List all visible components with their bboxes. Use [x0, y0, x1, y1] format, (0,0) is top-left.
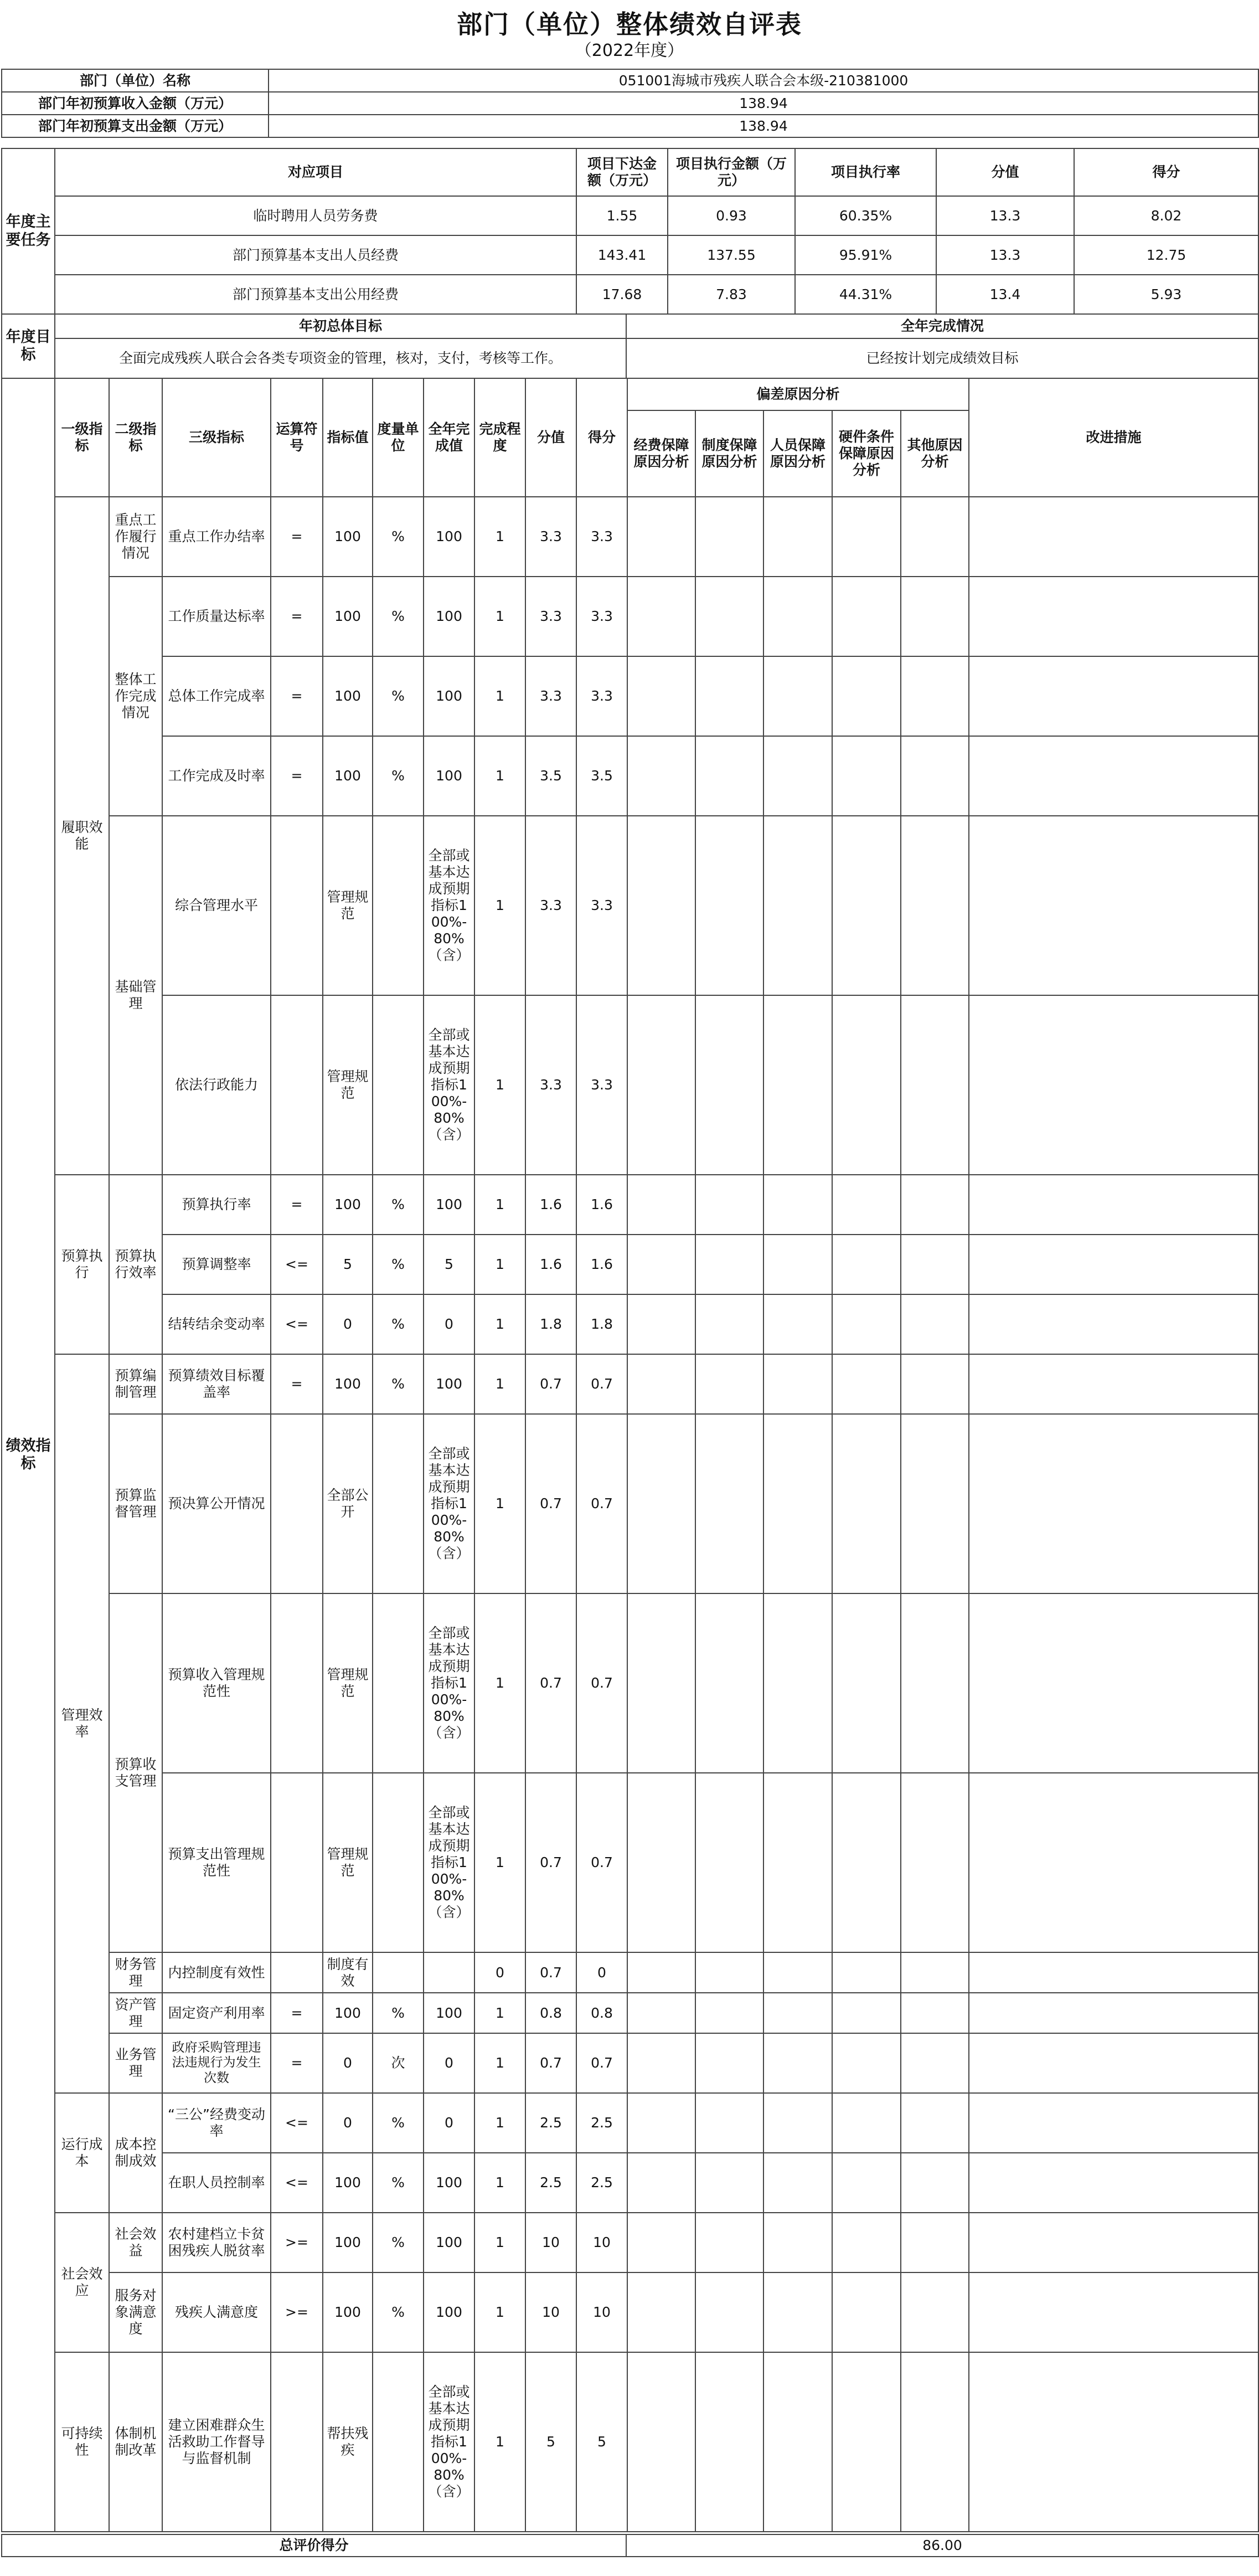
indicator-target: 管理规范	[323, 1593, 373, 1773]
lvl1-mgmt: 管理效率	[55, 1354, 109, 2093]
indicator-row	[2, 1175, 1258, 1235]
indicator-score: 3.5	[525, 736, 576, 816]
indicator-score: 0.8	[525, 1993, 576, 2033]
indicator-got: 0.8	[576, 1993, 627, 2033]
indicator-unit: %	[373, 2272, 424, 2352]
hdr-dev-other: 其他原因分析	[901, 410, 969, 497]
indicator-score: 0.7	[525, 1952, 576, 1993]
indicator-target: 100	[323, 1354, 373, 1414]
indicator-degree: 1	[474, 1294, 525, 1354]
indicator-unit	[373, 1952, 424, 1993]
hdr-actual: 全年完成值	[424, 378, 474, 497]
indicator-unit: %	[373, 497, 424, 577]
indicator-op: <=	[271, 2093, 323, 2153]
indicator-name: 总体工作完成率	[162, 656, 271, 736]
indicator-name: 工作完成及时率	[162, 736, 271, 816]
indicator-degree: 1	[474, 1354, 525, 1414]
indicator-actual: 100	[424, 577, 474, 656]
indicator-target: 100	[323, 2272, 373, 2352]
indicator-row	[2, 816, 1258, 995]
indicator-target: 100	[323, 1993, 373, 2033]
indicator-got: 3.3	[576, 995, 627, 1175]
indicator-row	[2, 1294, 1258, 1354]
indicator-score: 10	[525, 2213, 576, 2272]
task-score: 13.4	[936, 275, 1074, 314]
lvl1-perf: 履职效能	[55, 497, 109, 1175]
lvl2-fin-mgmt: 财务管理	[109, 1952, 162, 1993]
hdr-dev-hardware: 硬件条件保障原因分析	[832, 410, 901, 497]
indicator-target: 100	[323, 1175, 373, 1235]
indicators-side-label: 绩效指标	[2, 378, 55, 2532]
hdr-dev-staff: 人员保障原因分析	[763, 410, 832, 497]
indicator-name: 预算绩效目标覆盖率	[162, 1354, 271, 1414]
indicator-got: 0	[576, 1952, 627, 1993]
indicator-name: 预算收入管理规范性	[162, 1593, 271, 1773]
hdr-lvl2: 二级指标	[109, 378, 162, 497]
indicator-target: 100	[323, 497, 373, 577]
indicator-target: 100	[323, 2213, 373, 2272]
indicator-row	[2, 497, 1258, 577]
indicator-unit: %	[373, 2213, 424, 2272]
indicator-name: 预决算公开情况	[162, 1414, 271, 1593]
indicator-row	[2, 1354, 1258, 1414]
indicator-target: 管理规范	[323, 995, 373, 1175]
indicator-actual: 0	[424, 2093, 474, 2153]
lvl2-asset-mgmt: 资产管理	[109, 1993, 162, 2033]
task-got: 5.93	[1074, 275, 1258, 314]
task-rate: 95.91%	[795, 235, 936, 275]
indicator-degree: 1	[474, 2272, 525, 2352]
indicator-unit: %	[373, 2093, 424, 2153]
task-executed: 0.93	[668, 196, 795, 235]
indicator-score: 1.6	[525, 1235, 576, 1294]
indicator-degree: 1	[474, 2033, 525, 2093]
indicator-target: 100	[323, 656, 373, 736]
indicator-got: 0.7	[576, 2033, 627, 2093]
actual-goal-text: 已经按计划完成绩效目标	[626, 338, 1258, 378]
tasks-col-got: 得分	[1074, 148, 1258, 196]
indicator-degree: 1	[474, 736, 525, 816]
indicator-row	[2, 2213, 1258, 2272]
indicator-got: 0.7	[576, 1593, 627, 1773]
indicator-got: 3.3	[576, 497, 627, 577]
indicator-name: 依法行政能力	[162, 995, 271, 1175]
indicator-got: 10	[576, 2213, 627, 2272]
indicator-degree: 1	[474, 2213, 525, 2272]
lvl2-mechanism: 体制机制改革	[109, 2352, 162, 2532]
indicator-unit	[373, 816, 424, 995]
indicator-name: 工作质量达标率	[162, 577, 271, 656]
indicator-got: 3.3	[576, 656, 627, 736]
indicator-unit: %	[373, 1235, 424, 1294]
indicators-table	[1, 378, 1259, 2532]
task-executed: 137.55	[668, 235, 795, 275]
task-got: 8.02	[1074, 196, 1258, 235]
indicator-unit: %	[373, 1354, 424, 1414]
indicator-op: >=	[271, 2213, 323, 2272]
indicator-unit: %	[373, 736, 424, 816]
indicator-unit: 次	[373, 2033, 424, 2093]
indicator-unit	[373, 1773, 424, 1952]
indicator-score: 2.5	[525, 2093, 576, 2153]
indicator-op	[271, 1952, 323, 1993]
indicator-target: 100	[323, 2153, 373, 2213]
indicator-actual: 100	[424, 2153, 474, 2213]
indicator-op	[271, 1773, 323, 1952]
indicator-row	[2, 2093, 1258, 2153]
indicator-name: 预算支出管理规范性	[162, 1773, 271, 1952]
indicator-op: =	[271, 1993, 323, 2033]
indicator-actual: 100	[424, 2213, 474, 2272]
lvl2-basic-mgmt: 基础管理	[109, 816, 162, 1175]
indicator-name: 建立困难群众生活救助工作督导与监督机制	[162, 2352, 271, 2532]
task-row	[2, 196, 1258, 235]
task-row	[2, 275, 1258, 314]
indicator-row	[2, 1773, 1258, 1952]
tasks-col-item: 对应项目	[55, 148, 576, 196]
indicator-score: 3.3	[525, 995, 576, 1175]
lvl2-cost-ctrl: 成本控制成效	[109, 2093, 162, 2213]
indicator-name: 政府采购管理违法违规行为发生次数	[162, 2033, 271, 2093]
indicator-unit	[373, 1414, 424, 1593]
task-executed: 7.83	[668, 275, 795, 314]
indicator-unit: %	[373, 2153, 424, 2213]
task-allocated: 143.41	[576, 235, 668, 275]
indicator-got: 10	[576, 2272, 627, 2352]
dept-name-value: 051001海城市残疾人联合会本级-210381000	[269, 69, 1258, 92]
tasks-table	[1, 148, 1259, 315]
indicator-degree: 1	[474, 656, 525, 736]
indicator-score: 3.3	[525, 816, 576, 995]
indicator-target: 制度有效	[323, 1952, 373, 1993]
indicator-got: 2.5	[576, 2093, 627, 2153]
indicator-unit	[373, 1593, 424, 1773]
indicator-target: 管理规范	[323, 1773, 373, 1952]
indicator-unit: %	[373, 577, 424, 656]
hdr-dev-fund: 经费保障原因分析	[627, 410, 695, 497]
indicator-target: 0	[323, 1294, 373, 1354]
indicator-actual: 全部或基本达成预期指标100%-80%（含）	[424, 995, 474, 1175]
indicator-score: 10	[525, 2272, 576, 2352]
indicator-degree: 1	[474, 2093, 525, 2153]
task-score: 13.3	[936, 196, 1074, 235]
hdr-improve: 改进措施	[969, 378, 1258, 497]
indicator-actual: 全部或基本达成预期指标100%-80%（含）	[424, 1593, 474, 1773]
indicator-op: =	[271, 736, 323, 816]
indicator-score: 0.7	[525, 1354, 576, 1414]
indicator-unit: %	[373, 1175, 424, 1235]
indicator-got: 3.5	[576, 736, 627, 816]
indicator-row	[2, 2272, 1258, 2352]
indicator-row	[2, 2352, 1258, 2532]
indicator-op: <=	[271, 1294, 323, 1354]
indicator-degree: 1	[474, 816, 525, 995]
indicator-op: =	[271, 1354, 323, 1414]
indicator-row	[2, 1235, 1258, 1294]
lvl2-plan-mgmt: 预算编制管理	[109, 1354, 162, 1414]
indicator-got: 1.8	[576, 1294, 627, 1354]
indicator-degree: 1	[474, 2352, 525, 2532]
indicator-name: “三公”经费变动率	[162, 2093, 271, 2153]
indicator-op	[271, 2352, 323, 2532]
indicator-degree: 1	[474, 1235, 525, 1294]
indicator-name: 固定资产利用率	[162, 1993, 271, 2033]
indicator-actual: 全部或基本达成预期指标100%-80%（含）	[424, 2352, 474, 2532]
lvl1-cost: 运行成本	[55, 2093, 109, 2213]
indicator-got: 5	[576, 2352, 627, 2532]
indicator-unit	[373, 995, 424, 1175]
indicator-target: 管理规范	[323, 816, 373, 995]
indicator-actual: 5	[424, 1235, 474, 1294]
hdr-unit: 度量单位	[373, 378, 424, 497]
indicator-actual: 100	[424, 2272, 474, 2352]
indicator-score: 3.3	[525, 577, 576, 656]
indicator-op: =	[271, 497, 323, 577]
hdr-target: 指标值	[323, 378, 373, 497]
indicator-degree: 1	[474, 1175, 525, 1235]
expense-value: 138.94	[269, 115, 1258, 137]
lvl2-key-work: 重点工作履行情况	[109, 497, 162, 577]
indicator-op: =	[271, 1175, 323, 1235]
indicator-name: 预算调整率	[162, 1235, 271, 1294]
indicator-name: 重点工作办结率	[162, 497, 271, 577]
total-table	[1, 2534, 1259, 2557]
task-row	[2, 235, 1258, 275]
indicator-op	[271, 1414, 323, 1593]
indicator-name: 综合管理水平	[162, 816, 271, 995]
indicator-name: 内控制度有效性	[162, 1952, 271, 1993]
indicator-row	[2, 2033, 1258, 2093]
goals-side-label: 年度目标	[2, 314, 55, 378]
total-label: 总评价得分	[2, 2534, 626, 2557]
indicator-row	[2, 656, 1258, 736]
indicator-got: 3.3	[576, 816, 627, 995]
indicator-score: 2.5	[525, 2153, 576, 2213]
task-allocated: 17.68	[576, 275, 668, 314]
indicator-actual: 100	[424, 497, 474, 577]
indicator-op: =	[271, 577, 323, 656]
hdr-deviation: 偏差原因分析	[627, 378, 969, 410]
income-value: 138.94	[269, 92, 1258, 115]
hdr-dev-system: 制度保障原因分析	[695, 410, 763, 497]
indicator-actual: 100	[424, 1993, 474, 2033]
indicator-degree: 1	[474, 497, 525, 577]
indicator-actual	[424, 1952, 474, 1993]
indicator-actual: 100	[424, 1354, 474, 1414]
indicator-row	[2, 1993, 1258, 2033]
indicator-op	[271, 995, 323, 1175]
indicator-name: 农村建档立卡贫困残疾人脱贫率	[162, 2213, 271, 2272]
indicator-degree: 1	[474, 577, 525, 656]
indicator-target: 5	[323, 1235, 373, 1294]
indicator-op: =	[271, 2033, 323, 2093]
hdr-lvl3: 三级指标	[162, 378, 271, 497]
indicator-row	[2, 1414, 1258, 1593]
task-rate: 44.31%	[795, 275, 936, 314]
tasks-col-rate: 项目执行率	[795, 148, 936, 196]
indicator-op: >=	[271, 2272, 323, 2352]
indicator-actual: 0	[424, 1294, 474, 1354]
lvl2-social-benefit: 社会效益	[109, 2213, 162, 2272]
indicator-score: 1.6	[525, 1175, 576, 1235]
indicator-name: 预算执行率	[162, 1175, 271, 1235]
indicator-row	[2, 1952, 1258, 1993]
indicator-name: 在职人员控制率	[162, 2153, 271, 2213]
indicator-score: 0.7	[525, 1414, 576, 1593]
indicator-got: 0.7	[576, 1354, 627, 1414]
expense-label: 部门年初预算支出金额（万元）	[2, 115, 269, 137]
lvl1-sustain: 可持续性	[55, 2352, 109, 2532]
indicator-target: 0	[323, 2033, 373, 2093]
indicator-actual: 全部或基本达成预期指标100%-80%（含）	[424, 816, 474, 995]
page-title: 部门（单位）整体绩效自评表	[457, 9, 802, 39]
indicator-actual: 100	[424, 736, 474, 816]
lvl2-overall-work: 整体工作完成情况	[109, 577, 162, 816]
task-rate: 60.35%	[795, 196, 936, 235]
indicator-got: 2.5	[576, 2153, 627, 2213]
indicator-degree: 1	[474, 1593, 525, 1773]
indicator-actual: 全部或基本达成预期指标100%-80%（含）	[424, 1414, 474, 1593]
indicator-op: =	[271, 656, 323, 736]
indicator-score: 3.3	[525, 656, 576, 736]
lvl2-income-mgmt: 预算收支管理	[109, 1593, 162, 1952]
indicator-row	[2, 2153, 1258, 2213]
indicator-actual: 0	[424, 2033, 474, 2093]
indicator-actual: 全部或基本达成预期指标100%-80%（含）	[424, 1773, 474, 1952]
indicator-target: 全部公开	[323, 1414, 373, 1593]
indicator-op: <=	[271, 1235, 323, 1294]
indicator-unit	[373, 2352, 424, 2532]
indicator-name: 结转结余变动率	[162, 1294, 271, 1354]
task-item: 部门预算基本支出人员经费	[55, 235, 576, 275]
tasks-side-label: 年度主要任务	[2, 148, 55, 314]
indicator-op: <=	[271, 2153, 323, 2213]
indicator-score: 0.7	[525, 1593, 576, 1773]
indicator-score: 0.7	[525, 2033, 576, 2093]
dept-name-label: 部门（单位）名称	[2, 69, 269, 92]
indicator-got: 0.7	[576, 1414, 627, 1593]
hdr-lvl1: 一级指标	[55, 378, 109, 497]
indicator-degree: 1	[474, 1414, 525, 1593]
indicator-actual: 100	[424, 1175, 474, 1235]
income-label: 部门年初预算收入金额（万元）	[2, 92, 269, 115]
task-item: 部门预算基本支出公用经费	[55, 275, 576, 314]
indicator-unit: %	[373, 1294, 424, 1354]
task-got: 12.75	[1074, 235, 1258, 275]
lvl2-satisfaction: 服务对象满意度	[109, 2272, 162, 2352]
indicator-score: 1.8	[525, 1294, 576, 1354]
indicator-name: 残疾人满意度	[162, 2272, 271, 2352]
lvl1-budget: 预算执行	[55, 1175, 109, 1354]
indicator-row	[2, 577, 1258, 656]
hdr-degree: 完成程度	[474, 378, 525, 497]
indicator-op	[271, 816, 323, 995]
task-score: 13.3	[936, 235, 1074, 275]
indicator-target: 帮扶残疾	[323, 2352, 373, 2532]
page-subtitle: （2022年度）	[575, 41, 684, 60]
indicator-degree: 1	[474, 995, 525, 1175]
indicator-got: 3.3	[576, 577, 627, 656]
lvl1-social: 社会效应	[55, 2213, 109, 2352]
indicator-target: 100	[323, 736, 373, 816]
lvl2-exec-eff: 预算执行效率	[109, 1175, 162, 1354]
initial-goal-text: 全面完成残疾人联合会各类专项资金的管理，核对，支付，考核等工作。	[55, 338, 626, 378]
indicator-got: 1.6	[576, 1175, 627, 1235]
indicator-degree: 1	[474, 1993, 525, 2033]
indicator-score: 3.3	[525, 497, 576, 577]
indicator-degree: 1	[474, 2153, 525, 2213]
dept-info-table	[1, 69, 1259, 138]
initial-goal-head: 年初总体目标	[55, 314, 626, 338]
tasks-col-allocated: 项目下达金额（万元）	[576, 148, 668, 196]
tasks-col-score: 分值	[936, 148, 1074, 196]
indicator-row	[2, 736, 1258, 816]
tasks-col-executed: 项目执行金额（万元）	[668, 148, 795, 196]
hdr-score: 分值	[525, 378, 576, 497]
actual-goal-head: 全年完成情况	[626, 314, 1258, 338]
goals-table	[1, 313, 1259, 379]
task-allocated: 1.55	[576, 196, 668, 235]
indicator-op	[271, 1593, 323, 1773]
indicator-got: 0.7	[576, 1773, 627, 1952]
indicator-actual: 100	[424, 656, 474, 736]
hdr-op: 运算符号	[271, 378, 323, 497]
indicator-degree: 0	[474, 1952, 525, 1993]
indicator-target: 0	[323, 2093, 373, 2153]
task-item: 临时聘用人员劳务费	[55, 196, 576, 235]
total-value: 86.00	[626, 2534, 1258, 2557]
lvl2-supervise: 预算监督管理	[109, 1414, 162, 1593]
indicator-target: 100	[323, 577, 373, 656]
hdr-got: 得分	[576, 378, 627, 497]
indicator-unit: %	[373, 1993, 424, 2033]
lvl2-biz-mgmt: 业务管理	[109, 2033, 162, 2093]
indicator-unit: %	[373, 656, 424, 736]
indicator-degree: 1	[474, 1773, 525, 1952]
indicator-got: 1.6	[576, 1235, 627, 1294]
indicator-score: 5	[525, 2352, 576, 2532]
indicator-row	[2, 1593, 1258, 1773]
indicator-row	[2, 995, 1258, 1175]
indicator-score: 0.7	[525, 1773, 576, 1952]
